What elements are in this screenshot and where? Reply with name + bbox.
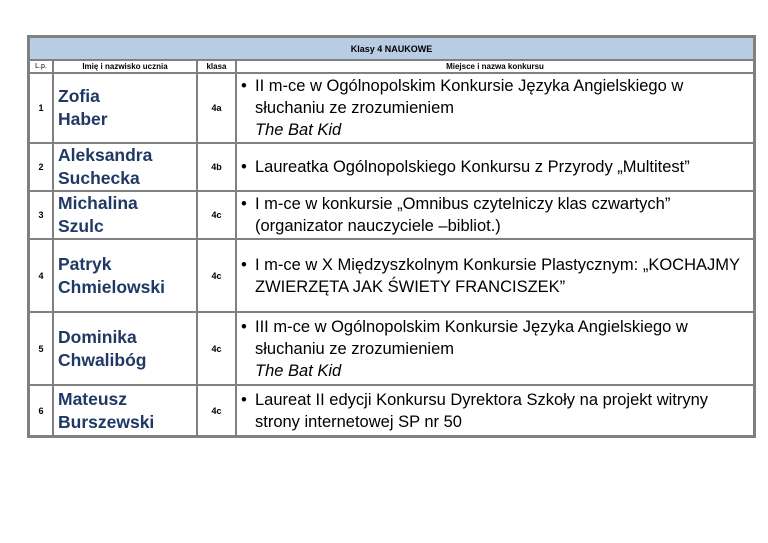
student-class: 4c	[197, 312, 236, 385]
student-class: 4c	[197, 239, 236, 312]
row-number: 2	[29, 143, 53, 191]
contest-text: Laureat II edycji Konkursu Dyrektora Szkoły na projekt witryny strony internetowej SP nr 50	[255, 390, 709, 431]
header-row	[29, 60, 754, 73]
student-name	[53, 191, 197, 239]
contest-text: II m-ce w Ogólnopolskim Konkursie Języka Angielskiego w słuchaniu ze zrozumieniem	[255, 77, 684, 117]
student-first-name: Dominika	[58, 326, 137, 347]
student-first-name: Michalina	[58, 193, 138, 213]
contest-item	[241, 316, 753, 382]
contest-text: III m-ce w Ogólnopolskim Konkursie Języka Angielskiego w słuchaniu ze zrozumieniem	[255, 317, 688, 358]
row-number: 5	[29, 312, 53, 385]
row-number: 6	[29, 385, 53, 436]
student-last-name: Haber	[58, 109, 108, 129]
contest-text: Laureatka Ogólnopolskiego Konkursu z Przyrody „Multitest”	[255, 158, 690, 176]
student-name	[53, 143, 197, 191]
contest-cell	[236, 239, 754, 312]
contest-cell	[236, 312, 754, 385]
contest-cell	[236, 191, 754, 239]
contest-item	[241, 254, 753, 298]
student-name	[53, 73, 197, 143]
table-row	[29, 312, 754, 385]
student-class: 4b	[197, 143, 236, 191]
contest-item	[241, 193, 753, 237]
student-first-name: Mateusz	[58, 388, 128, 409]
contest-text: I m-ce w konkursie „Omnibus czytelniczy klas czwartych” (organizator nauczyciele –bibliot.)	[255, 195, 671, 235]
student-first-name: Zofia	[58, 86, 100, 106]
contest-cell	[236, 385, 754, 436]
table-row	[29, 239, 754, 312]
table-row	[29, 385, 754, 436]
table-row	[29, 143, 754, 191]
contest-extra: The Bat Kid	[255, 121, 342, 139]
student-class: 4c	[197, 385, 236, 436]
student-name	[53, 385, 197, 436]
awards-table	[27, 35, 756, 438]
contest-item	[241, 75, 753, 141]
contest-item	[241, 389, 753, 433]
student-name	[53, 312, 197, 385]
header-contest: Miejsce i nazwa konkursu	[236, 60, 754, 73]
table-row	[29, 73, 754, 143]
row-number: 1	[29, 73, 53, 143]
row-number: 4	[29, 239, 53, 312]
contest-cell	[236, 143, 754, 191]
student-last-name: Suchecka	[58, 168, 140, 188]
student-last-name: Szulc	[58, 216, 104, 236]
student-first-name: Patryk	[58, 253, 112, 274]
student-class: 4a	[197, 73, 236, 143]
header-class: klasa	[197, 60, 236, 73]
row-number: 3	[29, 191, 53, 239]
header-lp: L.p.	[29, 60, 53, 73]
student-first-name: Aleksandra	[58, 145, 153, 165]
contest-cell	[236, 73, 754, 143]
student-class: 4c	[197, 191, 236, 239]
contest-text: I m-ce w X Międzyszkolnym Konkursie Plastycznym: „KOCHAJMY ZWIERZĘTA JAK ŚWIETY FRANCISZEK”	[255, 255, 740, 296]
header-name: Imię i nazwisko ucznia	[53, 60, 197, 73]
table-row	[29, 191, 754, 239]
student-last-name: Chwalibóg	[58, 349, 147, 370]
contest-extra: The Bat Kid	[255, 361, 342, 380]
table-title: Klasy 4 NAUKOWE	[29, 37, 754, 60]
contest-item	[241, 156, 753, 178]
student-name	[53, 239, 197, 312]
student-last-name: Chmielowski	[58, 276, 165, 297]
student-last-name: Burszewski	[58, 411, 155, 432]
